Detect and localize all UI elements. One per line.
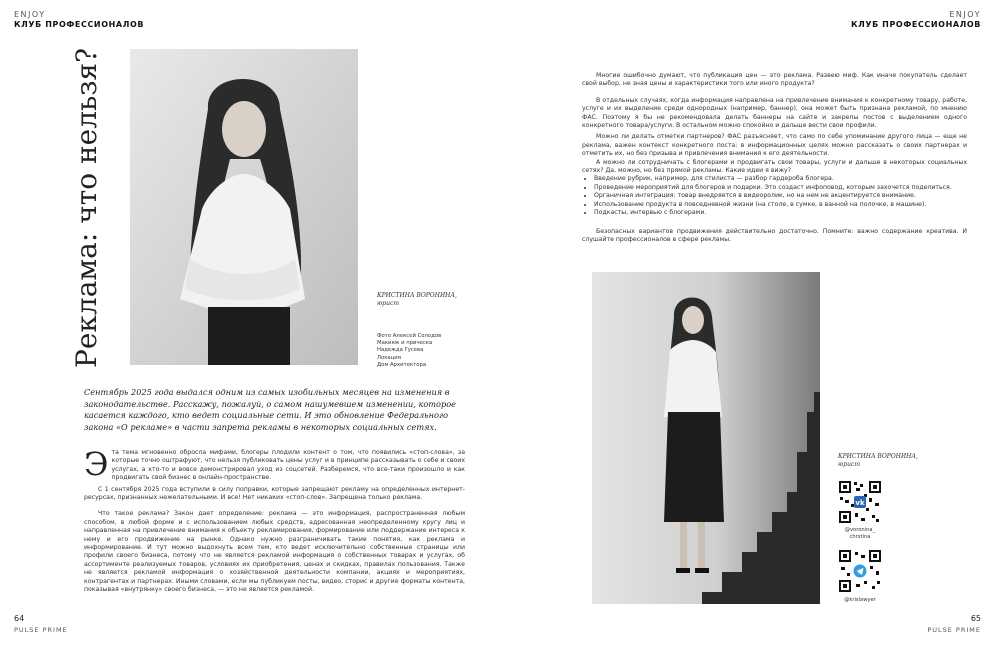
- svg-text:vk: vk: [855, 499, 865, 507]
- footer-brand-left: PULSE PRIME: [14, 626, 68, 634]
- credit-line: Надежда Гусева: [377, 347, 424, 354]
- qr-label-telegram: @krislawyer: [844, 597, 876, 603]
- list-item: • Подкасты, интервью с блогерами.: [594, 209, 967, 217]
- header-column-title-right: КЛУБ ПРОФЕССИОНАЛОВ: [850, 20, 981, 29]
- list-item: • Органичная интеграция: товар внедряется в видеоролик, но на нем не акцентируется внимание.: [594, 192, 967, 200]
- list-item: • Использование продукта в повседневной жизни (на столе, в сумке, в ванной на полочке, в машине).: [594, 201, 967, 209]
- body-paragraph: А можно ли сотрудничать с блогерами и продвигать свои товары, услуги и дальше в некоторых социальных сетях? Да, можно, но без прямой рекламы. Какие идеи я вижу?: [582, 158, 967, 175]
- credit-line: Дом Архитектора: [377, 361, 427, 368]
- credit-line: Макияж и прическа: [377, 340, 433, 347]
- body-paragraph: Безопасных вариантов продвижения действительно достаточно. Помните: важно содержание креатива. И слушайте профессионалов в сфере рекламы.: [582, 227, 967, 243]
- list-item: • Введение рубрик, например, для стилиста — разбор гардероба блогера.: [594, 175, 967, 183]
- photo-caption-role: юрист: [377, 300, 400, 307]
- body-paragraph: та тема мгновенно обросла мифами, блогеры плодили контент о том, что появились «стоп-слова», за которые точно оштрафуют, что нельзя публиковать цены услуг и в принципе рассказывать о себе и своих услугах, а кто-то и вовсе демонстрировал уход из соцсетей. Разберемся, что все-таки произошло и как продвигать свой бизнес в онлайн-пространстве.: [111, 449, 465, 482]
- qr-code-vk[interactable]: [838, 480, 882, 524]
- footer-brand-right: PULSE PRIME: [927, 626, 981, 634]
- lead-paragraph: Сентябрь 2025 года выдался одним из самых изобильных месяцев на изменения в законодательстве. Расскажу, пожалуй, о самом нашумевшем изменении, которое касается каждого, кто ведет социальные сети. И это обновление Федерального закона «О рекламе» в части запрета рекламы в некоторых социальных сетях.: [84, 387, 456, 432]
- page-number-right: 65: [970, 614, 981, 623]
- photo-caption-role: юрист: [838, 461, 861, 468]
- article-title: Реклама: что нельзя?: [70, 47, 103, 368]
- header-section-label: ENJOY: [14, 10, 46, 19]
- header-section-label-right: ENJOY: [949, 10, 981, 19]
- portrait-photo: [130, 49, 358, 365]
- qr-label-vk: @voronina_ chrstina: [844, 527, 876, 540]
- body-paragraph: Многие ошибочно думают, что публикация цен — это реклама. Развею миф. Как иначе покупатель сделает свой выбор, не зная цены и характеристики того или иного продукта?: [582, 72, 967, 88]
- full-length-photo: [592, 272, 820, 604]
- credit-line: Локация: [377, 354, 401, 361]
- body-paragraph: Можно ли делать отметки партнеров? ФАС разъясняет, что само по себе упоминание другого лица — еще не реклама, важен контекст конкретного поста: в информационных целях можно рассказать о своих партнерах и отметить их, но без призыва и привлечения внимания к его деятельности.: [582, 133, 967, 158]
- list-item: • Проведение мероприятий для блогеров и подарки. Это создаст инфоповод, которым захочется поделиться.: [594, 184, 967, 192]
- credit-line: Фото Алексей Солодов: [377, 333, 442, 339]
- left-body-column: [84, 445, 465, 595]
- photo-caption-name: КРИСТИНА ВОРОНИНА,: [377, 292, 457, 299]
- page-number-left: 64: [14, 614, 25, 623]
- qr-code-telegram[interactable]: [838, 549, 882, 593]
- ideas-list: [582, 175, 967, 217]
- header-column-title: КЛУБ ПРОФЕССИОНАЛОВ: [14, 20, 145, 29]
- body-paragraph: С 1 сентября 2025 года вступили в силу поправки, которые запрещают рекламу на определенных интернет-ресурсах, признанных нежелательными. И все! Нет никаких «стоп-слов». Запрещена только реклама.: [84, 485, 465, 502]
- body-paragraph: В отдельных случаях, когда информация направлена на привлечение внимания к конкретному товару, работе, услуге и их выделение среди однородных (например, баннер), она может быть признана рекламой, по мнению ФАС. Поэтому я бы не рекомендовала делать баннеры на сайте и закрепы постов с выделением одного конкретного товара/услуги. В остальном можно спокойно и дальше вести свои профили.: [582, 96, 967, 130]
- photo-credits: [377, 333, 441, 369]
- right-body-column: [582, 72, 967, 244]
- photo-caption-name: КРИСТИНА ВОРОНИНА,: [838, 453, 918, 460]
- body-paragraph: Что такое реклама? Закон дает определение: реклама — это информация, распространенная любым способом, в любой форме и с использованием любых средств, адресованная неопределенному кругу лиц и направленная на привлечение внимания к объекту рекламирования, формирование или поддержание интереса к нему и его продвижение на рынке. Однако нужно разграничивать такие понятия, как реклама и информирование. И тут можно выдохнуть всем тем, кто ведет исключительно собственные страницы или профили своего бизнеса, потому что не является рекламой информация о собственных товарах и услугах, об ассортименте реализуемых товаров, условиях их приобретения, ценах и скидках, правилах пользования. Также не является рекламой информация о хозяйственной деятельности компании, акциях и мероприятиях, контрагентах и партнерах. Иными словами, если мы публикуем посты, видео, сторис и другие форматы контента, показывая «внутрянку» своего бизнеса, — это не является рекламой.: [84, 510, 465, 594]
- drop-cap: Э: [84, 445, 109, 483]
